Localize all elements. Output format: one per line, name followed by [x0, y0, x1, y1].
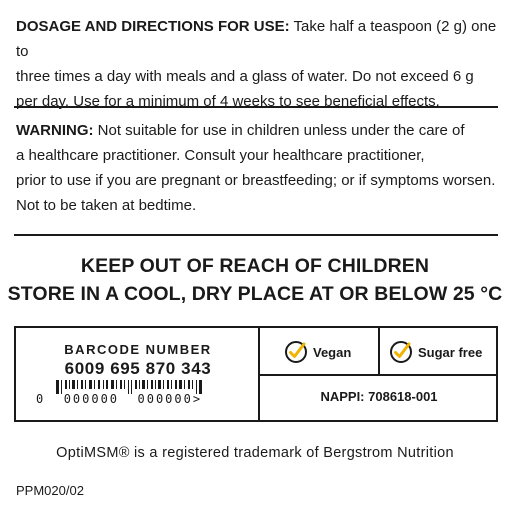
checkmark-circle-icon	[389, 340, 413, 364]
barcode-number: 6009 695 870 343	[64, 359, 212, 378]
dosage-line-3: per day. Use for a minimum of 4 weeks to see beneficial effects.	[16, 93, 440, 110]
barcode-digit-end: >	[192, 392, 203, 406]
warning-line-1: Not suitable for use in children unless under the care of	[93, 122, 465, 139]
keep-out-of-reach-notice: KEEP OUT OF REACH OF CHILDREN	[80, 255, 430, 277]
warning-text	[16, 118, 500, 218]
vegan-badge	[284, 337, 351, 367]
barcode-digits-right: 000000	[137, 392, 193, 406]
sugar-free-badge	[389, 337, 482, 367]
barcode-digits	[36, 392, 256, 406]
storage-notice: STORE IN A COOL, DRY PLACE AT OR BELOW 25 °C	[7, 283, 503, 305]
checkmark-circle-icon	[284, 340, 308, 364]
vegan-label: Vegan	[313, 344, 352, 360]
warning-line-2: a healthcare practitioner. Consult your healthcare practitioner,	[16, 147, 425, 164]
table-divider	[258, 374, 496, 376]
sugar-free-label: Sugar free	[418, 344, 483, 360]
nappi-code: NAPPI: 708618-001	[320, 389, 438, 404]
dosage-line-2: three times a day with meals and a glass of water. Do not exceed 6 g	[16, 68, 474, 85]
warning-line-3: prior to use if you are pregnant or breastfeeding; or if symptoms worsen.	[16, 172, 496, 189]
product-info-table	[14, 326, 498, 422]
dosage-label: DOSAGE AND DIRECTIONS FOR USE:	[16, 18, 290, 35]
divider	[14, 106, 498, 108]
warning-label: WARNING:	[16, 122, 94, 139]
dosage-line-1: Take half a teaspoon (2 g) one to	[16, 18, 497, 60]
trademark-notice: OptiMSM® is a registered trademark of Bergstrom Nutrition	[56, 445, 454, 461]
product-code: PPM020/02	[16, 483, 84, 498]
dosage-directions	[16, 14, 500, 114]
table-divider	[378, 328, 380, 374]
barcode-digit-lead: 0	[36, 392, 46, 406]
warning-line-4: Not to be taken at bedtime.	[16, 197, 197, 214]
barcode-title: BARCODE NUMBER	[64, 342, 212, 357]
barcode-digits-left: 000000	[63, 392, 120, 406]
divider	[14, 234, 498, 236]
